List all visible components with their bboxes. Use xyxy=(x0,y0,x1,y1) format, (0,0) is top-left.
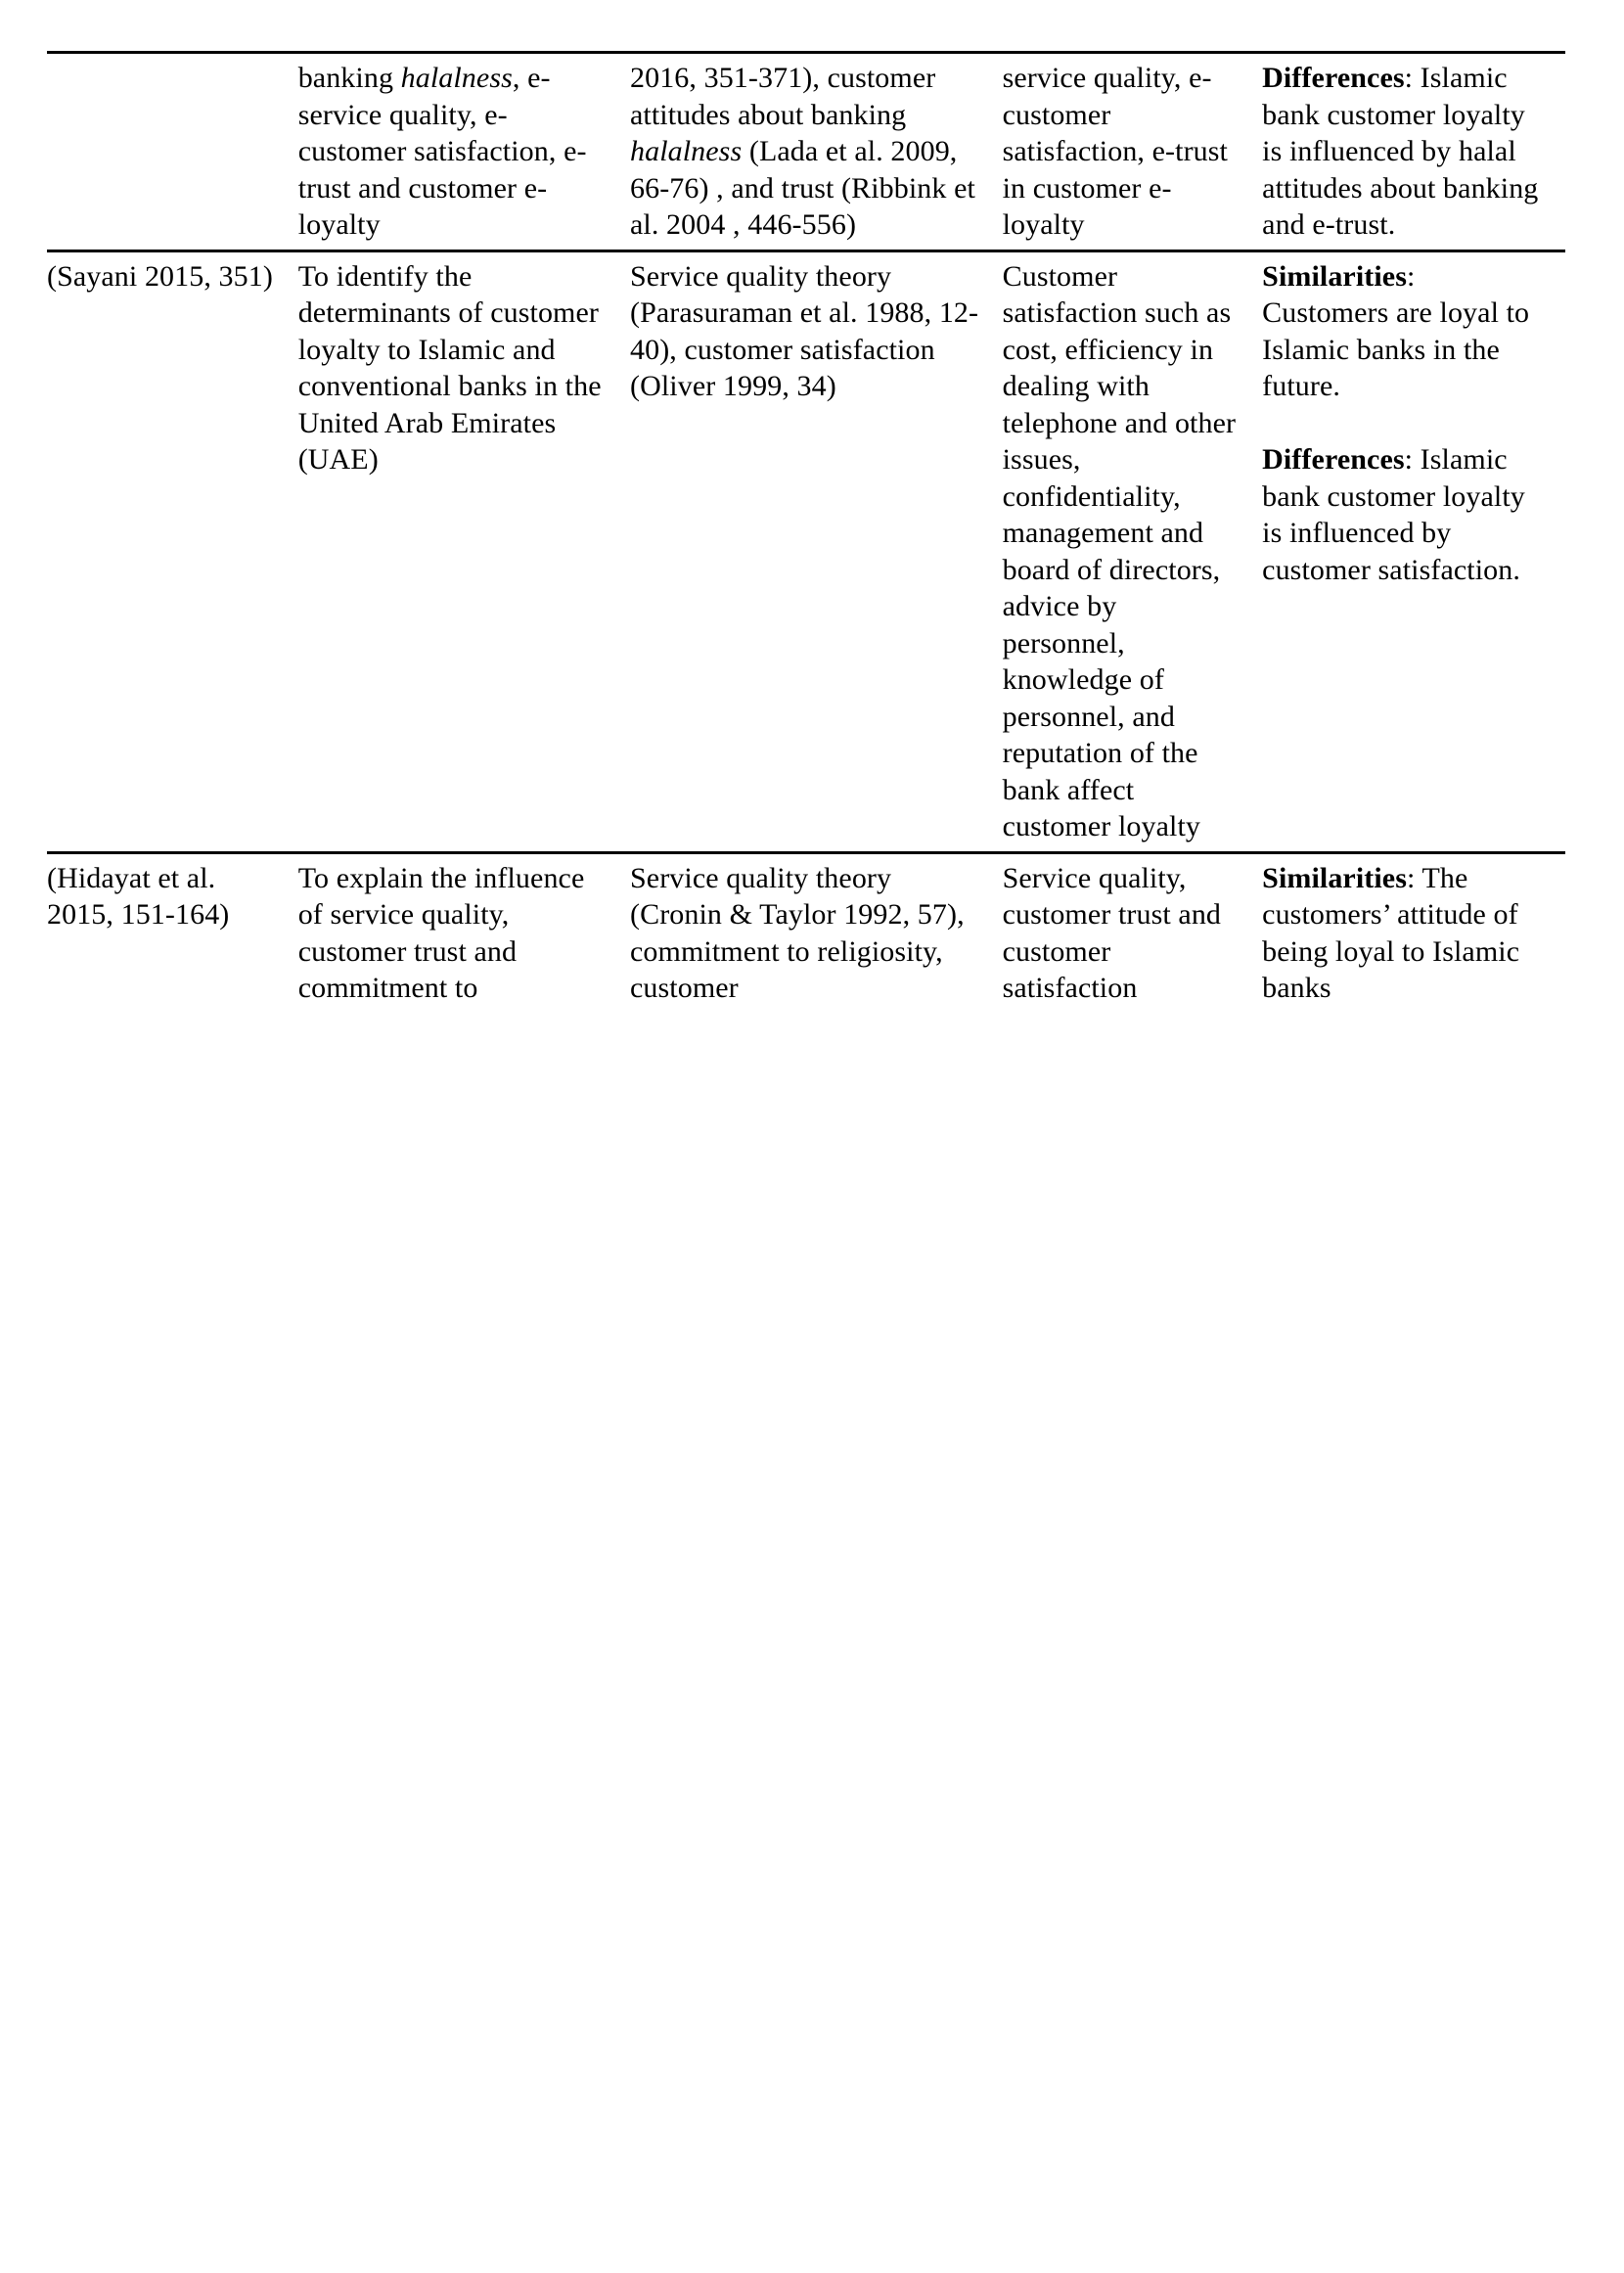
cell-findings xyxy=(1262,250,1565,852)
literature-review-table xyxy=(47,51,1565,1013)
cell-variables xyxy=(1003,250,1263,852)
source-citation: (Sayani 2015, 351) xyxy=(47,259,273,293)
cell-findings xyxy=(1262,852,1565,1013)
cell-variables xyxy=(1003,852,1263,1013)
finding-label: Similarities xyxy=(1262,861,1408,894)
finding-text: Islamic bank customer loyalty is influenced by halal attitudes about banking and e-trust. xyxy=(1262,62,1539,241)
theory-text: Service quality theory (Parasuraman et al. 1988, 12-40), customer satisfaction (Oliver 1999, 34) xyxy=(630,259,979,402)
purpose-text: To identify the determinants of customer loyalty to Islamic and conventional banks in the United Arab Emirates (UAE) xyxy=(297,259,602,476)
table-row xyxy=(47,53,1565,251)
finding-label-suffix: : xyxy=(1407,259,1416,293)
finding-text: The customers’ attitude of being loyal to Islamic banks xyxy=(1262,861,1520,1004)
cell-theory xyxy=(630,250,1003,852)
variables-text: Service quality, customer trust and customer satisfaction xyxy=(1002,861,1222,1004)
finding-block xyxy=(1262,441,1548,588)
cell-source xyxy=(47,250,298,852)
cell-theory xyxy=(630,852,1003,1013)
finding-label-suffix: : xyxy=(1404,62,1414,94)
finding-block xyxy=(1262,258,1548,405)
purpose-italic-term: halalness xyxy=(400,62,513,94)
cell-theory xyxy=(630,53,1003,251)
cell-purpose xyxy=(298,250,630,852)
cell-purpose xyxy=(298,53,630,251)
finding-text: Islamic bank customer loyalty is influenced by customer satisfaction. xyxy=(1262,443,1525,586)
theory-text: Service quality theory (Cronin & Taylor 1992, 57), commitment to religiosity, customer xyxy=(630,861,965,1004)
cell-source xyxy=(47,53,298,251)
source-citation: (Hidayat et al. 2015, 151-164) xyxy=(47,861,230,931)
cell-source xyxy=(47,852,298,1013)
theory-text-suffix: (Lada et al. 2009, 66-76) , and trust (Ribbink et al. 2004 , 446-556) xyxy=(630,135,975,241)
purpose-text: To explain the influence of service quality, customer trust and commitment to xyxy=(297,861,585,1004)
purpose-text-suffix: , e-service quality, e-customer satisfaction, e-trust and customer e-loyalty xyxy=(297,62,587,241)
table-row xyxy=(47,250,1565,852)
finding-label: Similarities xyxy=(1262,259,1408,293)
finding-block xyxy=(1262,60,1548,244)
finding-label: Differences xyxy=(1262,62,1405,94)
theory-italic-term: halalness xyxy=(630,135,743,167)
cell-purpose xyxy=(298,852,630,1013)
finding-label-suffix: : xyxy=(1407,861,1416,894)
cell-findings xyxy=(1262,53,1565,251)
finding-label: Differences xyxy=(1262,443,1405,476)
purpose-text-prefix: banking xyxy=(297,62,401,94)
variables-text: service quality, e-customer satisfaction, e-trust in customer e-loyalty xyxy=(1002,62,1228,241)
finding-label-suffix: : xyxy=(1404,443,1414,476)
finding-block xyxy=(1262,860,1548,1007)
theory-text-prefix: 2016, 351-371), customer attitudes about banking xyxy=(630,62,936,131)
variables-text: Customer satisfaction such as cost, efficiency in dealing with telephone and other issues, confidentiality, management and board of directors, advice by personnel, knowledge of personnel, and reputation of the bank affect customer loyalty xyxy=(1002,259,1237,842)
table-body xyxy=(47,53,1565,1013)
table-row xyxy=(47,852,1565,1013)
cell-variables xyxy=(1003,53,1263,251)
finding-text: Customers are loyal to Islamic banks in the future. xyxy=(1262,296,1530,402)
